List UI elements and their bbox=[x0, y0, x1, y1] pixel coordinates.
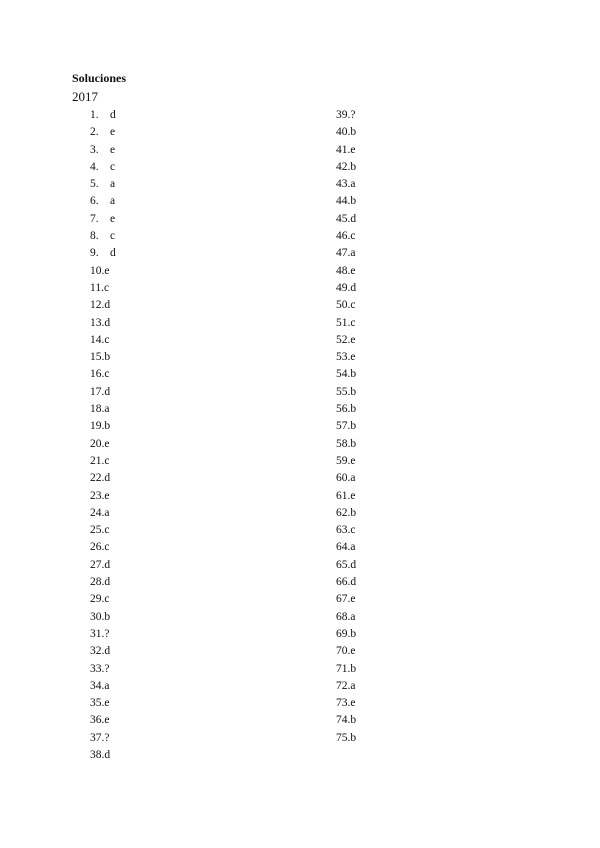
question-number: 36. bbox=[90, 714, 105, 727]
answer-letter: c bbox=[104, 541, 110, 554]
question-number: 6. bbox=[90, 195, 99, 208]
answer-letter: a bbox=[350, 472, 356, 485]
answer-item bbox=[336, 193, 356, 210]
answer-letter: e bbox=[350, 351, 356, 364]
question-number: 30. bbox=[90, 610, 105, 623]
answer-letter: e bbox=[350, 697, 356, 710]
question-number: 42. bbox=[336, 160, 351, 173]
answer-item bbox=[336, 488, 356, 505]
answer-item bbox=[336, 159, 356, 176]
answer-letter: ? bbox=[104, 731, 110, 744]
answer-item bbox=[336, 643, 356, 660]
question-number: 12. bbox=[90, 299, 105, 312]
answer-letter: c bbox=[110, 160, 116, 173]
answer-item bbox=[90, 297, 116, 314]
answer-item bbox=[90, 591, 116, 608]
question-number: 45. bbox=[336, 212, 351, 225]
question-number: 14. bbox=[90, 333, 105, 346]
question-number: 68. bbox=[336, 610, 351, 623]
question-number: 39. bbox=[336, 109, 351, 121]
answer-item bbox=[336, 297, 356, 314]
answer-item bbox=[336, 470, 356, 487]
answer-item bbox=[336, 453, 356, 470]
answer-item bbox=[336, 626, 356, 643]
question-number: 1. bbox=[90, 109, 99, 121]
answer-letter: e bbox=[350, 333, 356, 346]
question-number: 69. bbox=[336, 627, 351, 640]
answer-item bbox=[336, 522, 356, 539]
answer-letter: b bbox=[350, 126, 357, 139]
answer-item bbox=[90, 522, 116, 539]
answer-letter: a bbox=[104, 679, 110, 692]
answer-item bbox=[336, 436, 356, 453]
question-number: 60. bbox=[336, 472, 351, 485]
question-number: 11. bbox=[90, 281, 104, 294]
question-number: 48. bbox=[336, 264, 351, 277]
answer-item bbox=[336, 591, 356, 608]
answer-item bbox=[90, 557, 116, 574]
answer-item bbox=[336, 228, 356, 245]
answer-item bbox=[90, 574, 116, 591]
answer-item bbox=[90, 280, 116, 297]
answer-item bbox=[336, 661, 356, 678]
question-number: 25. bbox=[90, 524, 105, 537]
answer-letter: c bbox=[350, 230, 356, 243]
question-number: 27. bbox=[90, 558, 105, 571]
answer-item bbox=[90, 488, 116, 505]
answer-letter: c bbox=[104, 333, 110, 346]
question-number: 20. bbox=[90, 437, 105, 450]
question-number: 2. bbox=[90, 126, 99, 139]
answer-letter: a bbox=[104, 403, 110, 416]
question-number: 17. bbox=[90, 385, 105, 398]
answer-letter: e bbox=[110, 143, 116, 156]
answer-item bbox=[336, 505, 356, 522]
answer-letter: d bbox=[350, 212, 357, 225]
question-number: 66. bbox=[336, 576, 351, 589]
answer-letter: b bbox=[350, 506, 357, 519]
answer-letter: d bbox=[104, 385, 111, 398]
answer-letter: c bbox=[104, 524, 110, 537]
year-label: 2017 bbox=[72, 89, 98, 104]
question-number: 58. bbox=[336, 437, 351, 450]
answer-letter: d bbox=[350, 576, 357, 589]
question-number: 74. bbox=[336, 714, 351, 727]
answer-letter: b bbox=[350, 662, 357, 675]
answer-letter: c bbox=[103, 281, 110, 294]
question-number: 5. bbox=[90, 178, 99, 191]
question-number: 53. bbox=[336, 351, 351, 364]
answer-item bbox=[336, 557, 356, 574]
answer-item bbox=[90, 193, 116, 210]
answer-letter: e bbox=[104, 714, 110, 727]
answer-letter: c bbox=[110, 230, 116, 243]
question-number: 41. bbox=[336, 143, 351, 156]
answer-item bbox=[90, 661, 116, 678]
answer-item bbox=[90, 712, 116, 729]
answer-letter: d bbox=[104, 316, 111, 329]
answers-column-right bbox=[336, 107, 356, 747]
answer-item bbox=[90, 453, 116, 470]
answer-item bbox=[90, 401, 116, 418]
answer-item bbox=[90, 695, 116, 712]
answer-letter: b bbox=[350, 437, 357, 450]
answer-letter: c bbox=[104, 454, 110, 467]
answer-letter: b bbox=[350, 627, 357, 640]
answer-letter: a bbox=[104, 506, 110, 519]
answer-item bbox=[336, 245, 356, 262]
answer-item bbox=[90, 211, 116, 228]
answer-item bbox=[336, 332, 356, 349]
answer-item bbox=[336, 349, 356, 366]
question-number: 32. bbox=[90, 645, 105, 658]
answer-item bbox=[90, 124, 116, 141]
answer-item bbox=[90, 747, 116, 764]
answer-item bbox=[336, 401, 356, 418]
question-number: 50. bbox=[336, 299, 351, 312]
answer-letter: e bbox=[350, 489, 356, 502]
question-number: 10. bbox=[90, 264, 105, 277]
answer-letter: e bbox=[104, 489, 110, 502]
question-number: 67. bbox=[336, 593, 351, 606]
question-number: 63. bbox=[336, 524, 351, 537]
answer-item bbox=[90, 626, 116, 643]
answer-item bbox=[90, 349, 116, 366]
question-number: 55. bbox=[336, 385, 351, 398]
question-number: 59. bbox=[336, 454, 351, 467]
question-number: 8. bbox=[90, 230, 99, 243]
answer-item bbox=[336, 539, 356, 556]
answer-item bbox=[336, 124, 356, 141]
answers-column-left bbox=[90, 107, 116, 764]
answer-letter: d bbox=[350, 558, 357, 571]
answer-item bbox=[336, 730, 356, 747]
question-number: 22. bbox=[90, 472, 105, 485]
question-number: 61. bbox=[336, 489, 351, 502]
question-number: 7. bbox=[90, 212, 99, 225]
answer-item bbox=[336, 609, 356, 626]
question-number: 16. bbox=[90, 368, 105, 381]
answer-letter: d bbox=[104, 645, 111, 658]
question-number: 73. bbox=[336, 697, 351, 710]
question-number: 9. bbox=[90, 247, 99, 260]
question-number: 4. bbox=[90, 160, 99, 173]
answer-letter: d bbox=[104, 748, 111, 761]
answer-letter: d bbox=[350, 281, 357, 294]
answer-item bbox=[90, 263, 116, 280]
answer-letter: d bbox=[104, 472, 111, 485]
answer-letter: e bbox=[104, 697, 110, 710]
answer-letter: c bbox=[104, 593, 110, 606]
answer-letter: d bbox=[104, 299, 111, 312]
answer-letter: e bbox=[350, 264, 356, 277]
answer-item bbox=[336, 678, 356, 695]
answer-item bbox=[90, 176, 116, 193]
answer-letter: ? bbox=[104, 627, 110, 640]
answer-letter: d bbox=[104, 576, 111, 589]
answer-item bbox=[336, 695, 356, 712]
answer-letter: b bbox=[104, 351, 111, 364]
answer-letter: a bbox=[110, 178, 116, 191]
answer-letter: d bbox=[110, 247, 116, 260]
answer-item bbox=[336, 418, 356, 435]
page-title: Soluciones bbox=[72, 71, 127, 85]
answer-letter: b bbox=[350, 368, 357, 381]
answer-letter: a bbox=[350, 541, 356, 554]
answer-item bbox=[90, 107, 116, 124]
answer-letter: b bbox=[350, 420, 357, 433]
question-number: 26. bbox=[90, 541, 105, 554]
answer-letter: a bbox=[350, 679, 356, 692]
answer-letter: b bbox=[350, 195, 357, 208]
answer-letter: e bbox=[104, 437, 110, 450]
question-number: 65. bbox=[336, 558, 351, 571]
answer-item bbox=[336, 712, 356, 729]
answer-letter: b bbox=[350, 714, 357, 727]
answer-letter: c bbox=[350, 299, 356, 312]
question-number: 44. bbox=[336, 195, 351, 208]
answer-item bbox=[336, 280, 356, 297]
answer-item bbox=[336, 176, 356, 193]
question-number: 19. bbox=[90, 420, 105, 433]
answer-letter: ? bbox=[350, 109, 356, 121]
answer-item bbox=[90, 730, 116, 747]
answer-letter: b bbox=[350, 403, 357, 416]
answer-item bbox=[90, 142, 116, 159]
question-number: 70. bbox=[336, 645, 351, 658]
answer-letter: e bbox=[110, 212, 116, 225]
question-number: 3. bbox=[90, 143, 99, 156]
answer-item bbox=[90, 470, 116, 487]
answer-letter: a bbox=[350, 247, 356, 260]
answer-letter: b bbox=[104, 610, 111, 623]
answer-item bbox=[90, 505, 116, 522]
question-number: 54. bbox=[336, 368, 351, 381]
answer-letter: d bbox=[110, 109, 116, 121]
answer-item bbox=[90, 315, 116, 332]
answer-item bbox=[336, 384, 356, 401]
answer-letter: e bbox=[350, 593, 356, 606]
answer-item bbox=[90, 418, 116, 435]
question-number: 51. bbox=[336, 316, 351, 329]
answer-item bbox=[90, 366, 116, 383]
answer-item bbox=[90, 159, 116, 176]
answer-letter: c bbox=[350, 524, 356, 537]
question-number: 75. bbox=[336, 731, 351, 744]
answer-letter: b bbox=[350, 731, 357, 744]
answer-letter: e bbox=[350, 143, 356, 156]
question-number: 34. bbox=[90, 679, 105, 692]
question-number: 18. bbox=[90, 403, 105, 416]
answer-letter: b bbox=[104, 420, 111, 433]
question-number: 71. bbox=[336, 662, 351, 675]
question-number: 52. bbox=[336, 333, 351, 346]
answer-item bbox=[90, 678, 116, 695]
answer-letter: c bbox=[104, 368, 110, 381]
question-number: 49. bbox=[336, 281, 351, 294]
answer-item bbox=[90, 228, 116, 245]
answer-item bbox=[336, 263, 356, 280]
answer-letter: ? bbox=[104, 662, 110, 675]
answer-letter: a bbox=[110, 195, 116, 208]
question-number: 64. bbox=[336, 541, 351, 554]
answer-item bbox=[336, 366, 356, 383]
question-number: 43. bbox=[336, 178, 351, 191]
question-number: 29. bbox=[90, 593, 105, 606]
question-number: 37. bbox=[90, 731, 105, 744]
question-number: 47. bbox=[336, 247, 351, 260]
answer-letter: e bbox=[110, 126, 116, 139]
answer-letter: c bbox=[350, 316, 356, 329]
question-number: 46. bbox=[336, 230, 351, 243]
answer-item bbox=[90, 609, 116, 626]
answer-item bbox=[90, 332, 116, 349]
question-number: 57. bbox=[336, 420, 351, 433]
question-number: 35. bbox=[90, 697, 105, 710]
answer-item bbox=[336, 107, 356, 124]
answer-letter: e bbox=[104, 264, 110, 277]
question-number: 72. bbox=[336, 679, 351, 692]
question-number: 24. bbox=[90, 506, 105, 519]
question-number: 23. bbox=[90, 489, 105, 502]
answer-letter: e bbox=[350, 454, 356, 467]
answer-item bbox=[90, 643, 116, 660]
answer-item bbox=[336, 315, 356, 332]
question-number: 38. bbox=[90, 748, 105, 761]
question-number: 56. bbox=[336, 403, 351, 416]
answer-letter: a bbox=[350, 610, 356, 623]
answer-letter: d bbox=[104, 558, 111, 571]
question-number: 13. bbox=[90, 316, 105, 329]
question-number: 31. bbox=[90, 627, 105, 640]
question-number: 15. bbox=[90, 351, 105, 364]
answer-item bbox=[90, 539, 116, 556]
answer-item bbox=[90, 384, 116, 401]
question-number: 40. bbox=[336, 126, 351, 139]
answer-letter: e bbox=[350, 645, 356, 658]
question-number: 62. bbox=[336, 506, 351, 519]
question-number: 28. bbox=[90, 576, 105, 589]
answer-item bbox=[336, 211, 356, 228]
answer-letter: b bbox=[350, 385, 357, 398]
question-number: 33. bbox=[90, 662, 105, 675]
answer-letter: a bbox=[350, 178, 356, 191]
question-number: 21. bbox=[90, 454, 105, 467]
answer-letter: b bbox=[350, 160, 357, 173]
answer-item bbox=[90, 245, 116, 262]
answer-item bbox=[336, 574, 356, 591]
answer-item bbox=[336, 142, 356, 159]
answer-item bbox=[90, 436, 116, 453]
